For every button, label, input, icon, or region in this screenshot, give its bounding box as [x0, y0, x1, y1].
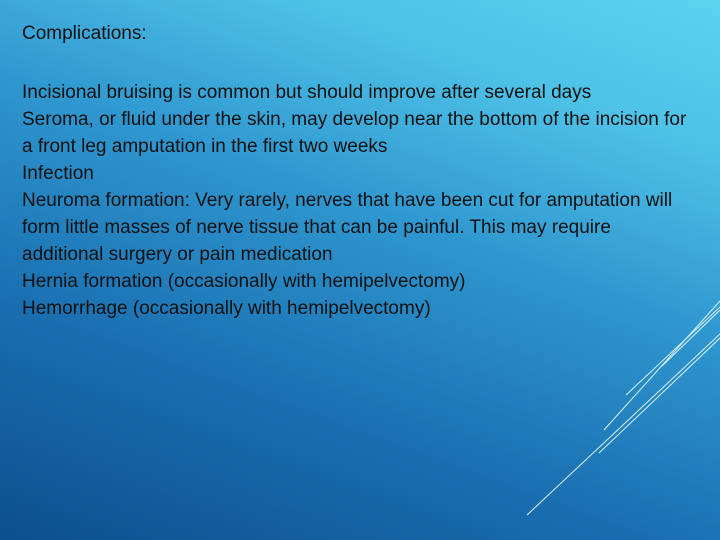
list-item: Infection — [22, 163, 94, 184]
list-item: Neuroma formation: Very rarely, nerves that have been cut for amputation will form little masses of nerve tissue that can be painful. This may require additional surgery or pain medication — [22, 190, 673, 265]
list-item: Hernia formation (occasionally with hemipelvectomy) — [22, 271, 466, 292]
slide-heading: Complications: — [22, 23, 147, 44]
list-item: Hemorrhage (occasionally with hemipelvectomy) — [22, 298, 431, 319]
deco-line — [527, 334, 720, 515]
list-item: Seroma, or fluid under the skin, may develop near the bottom of the incision for a front leg amputation in the first two weeks — [22, 109, 687, 157]
deco-line — [599, 338, 720, 453]
complications-list — [22, 79, 694, 322]
list-item: Incisional bruising is common but should improve after several days — [22, 82, 592, 103]
